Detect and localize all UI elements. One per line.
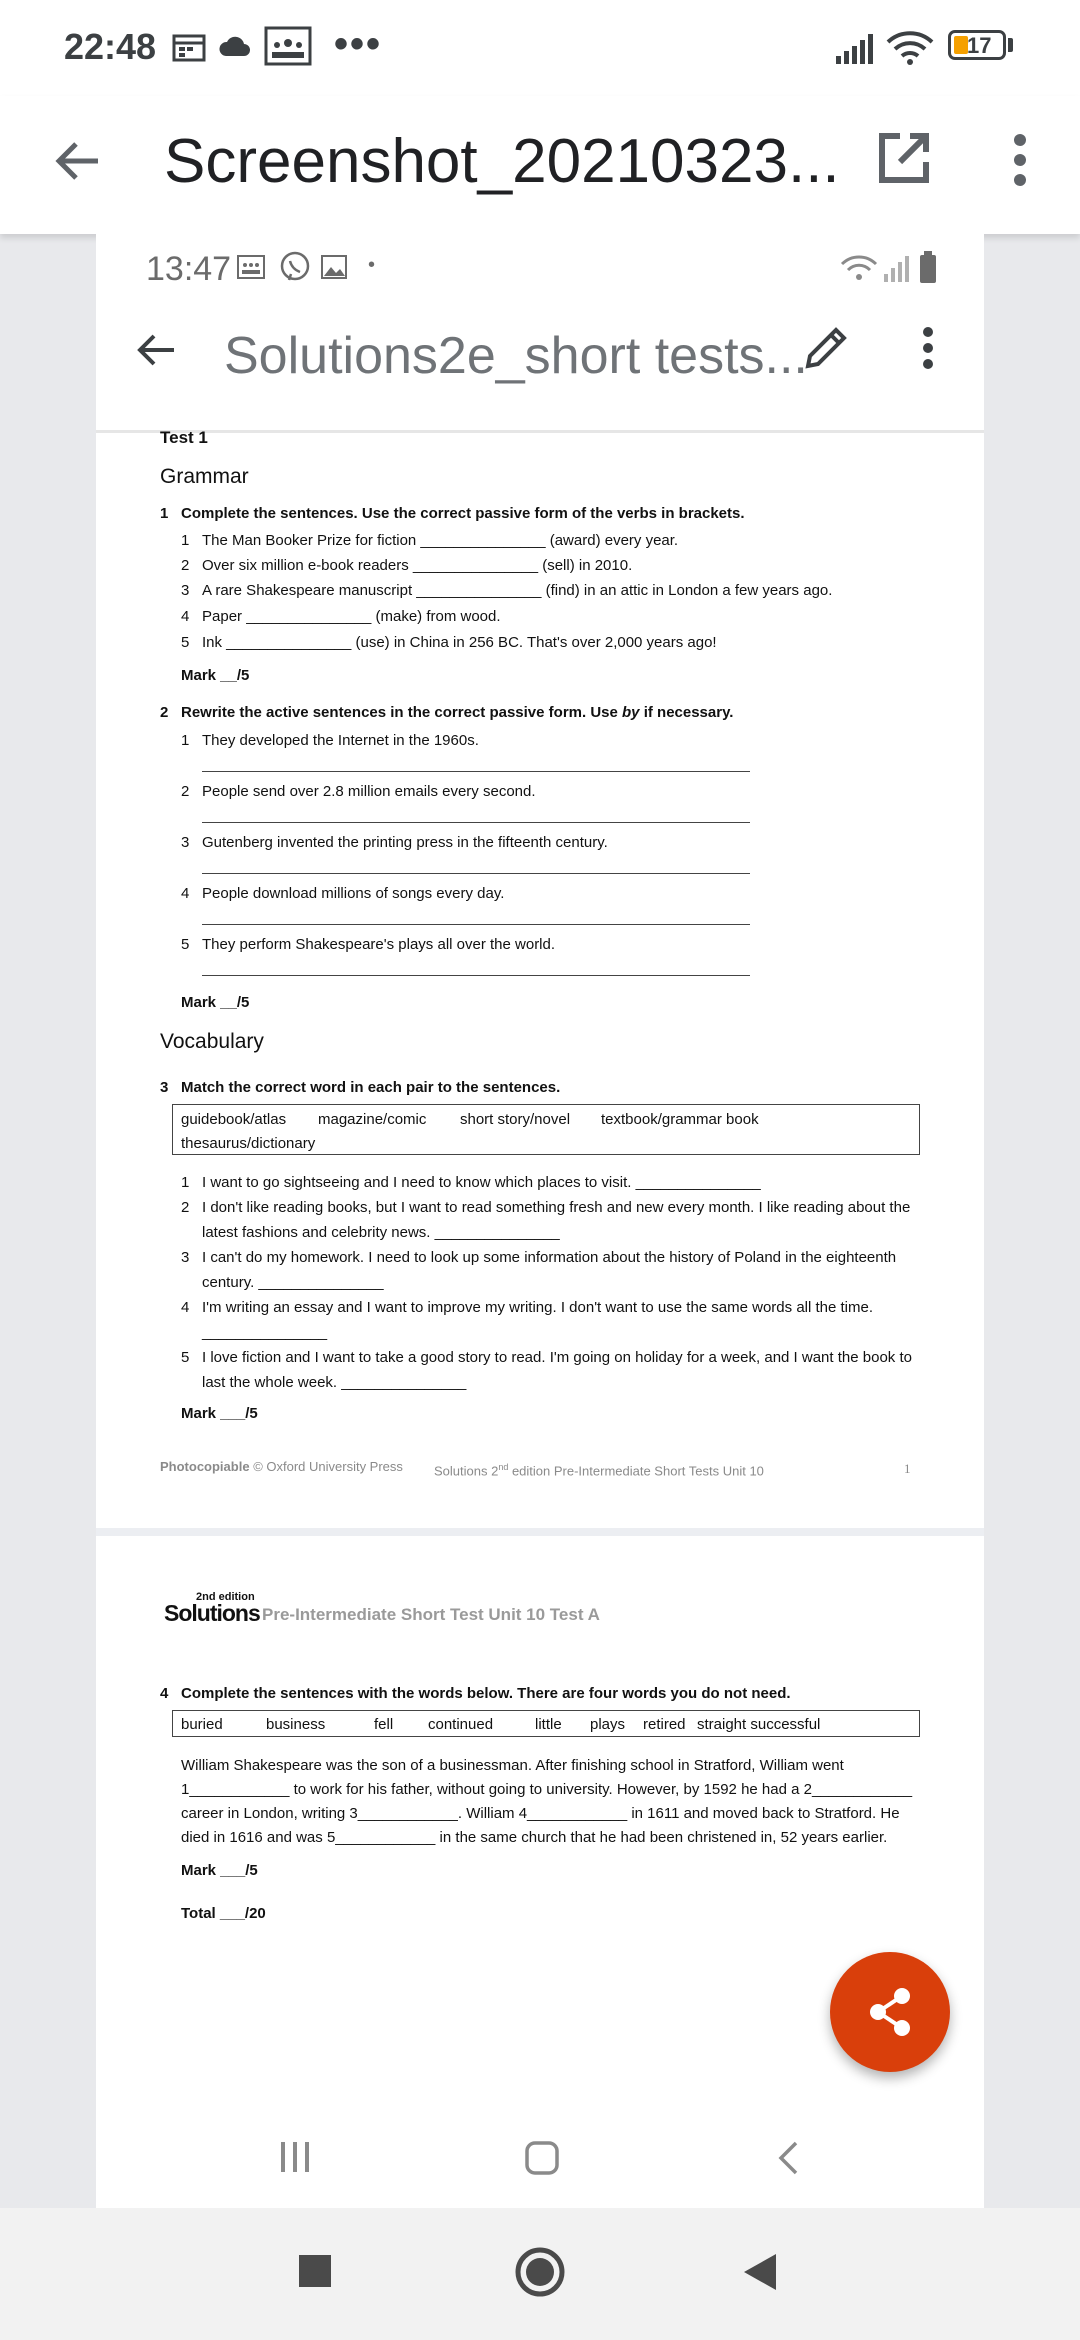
word-option: thesaurus/dictionary — [181, 1135, 316, 1152]
ex2-item-number: 5 — [181, 936, 190, 953]
test-label: Test 1 — [160, 428, 208, 447]
home-circle-icon[interactable] — [514, 2246, 566, 2298]
ex1-mark: Mark __/5 — [181, 667, 250, 684]
ex2-item-text: Gutenberg invented the printing press in the fifteenth century. — [202, 834, 608, 851]
word-option: retired — [643, 1716, 686, 1733]
inner-status-time: 13:47 — [146, 250, 232, 288]
answer-line — [202, 771, 750, 772]
viber-icon — [278, 250, 312, 284]
section-heading-vocabulary: Vocabulary — [160, 1030, 264, 1053]
ex4-paragraph-line: died in 1616 and was 5____________ in the same church that he had been christened in, 52 years earlier. — [181, 1829, 888, 1846]
word-option: guidebook/atlas — [181, 1111, 287, 1128]
ex3-item-text: I want to go sightseeing and I need to know which places to visit. _______________ — [202, 1174, 761, 1191]
ex2-number: 2 — [160, 704, 169, 721]
ex1-item-text: Ink _______________ (use) in China in 256 BC. That's over 2,000 years ago! — [202, 634, 717, 651]
page-separator — [96, 1528, 984, 1536]
image-icon — [320, 254, 348, 280]
inner-app-bar — [96, 294, 984, 433]
file-title: Screenshot_20210323... — [164, 127, 840, 196]
answer-line — [202, 822, 750, 823]
inner-recents-icon — [278, 2140, 312, 2174]
answer-line — [202, 924, 750, 925]
answer-line — [202, 975, 750, 976]
ex3-item-text: I don't like reading books, but I want to read something fresh and new every month. I like reading about the — [202, 1199, 911, 1216]
battery-level: 17 — [967, 33, 992, 58]
inner-classroom-icon — [236, 254, 266, 280]
ex4-paragraph-line: career in London, writing 3____________. William 4____________ in 1611 and moved back to Stratford. He — [181, 1805, 900, 1822]
status-time: 22:48 — [64, 26, 157, 67]
cloud-icon — [218, 32, 252, 62]
word-option: plays — [590, 1716, 626, 1733]
ex3-item-text: I can't do my homework. I need to look up some information about the history of Poland in the eighteenth — [202, 1249, 897, 1266]
section-heading-grammar: Grammar — [160, 465, 249, 488]
ex1-number: 1 — [160, 505, 169, 522]
word-option: business — [266, 1716, 326, 1733]
inner-home-icon — [524, 2140, 560, 2176]
battery-tip — [1008, 38, 1013, 52]
ex2-item-number: 2 — [181, 783, 190, 800]
ex3-instruction: Match the correct word in each pair to the sentences. — [181, 1079, 561, 1096]
word-option: buried — [181, 1716, 223, 1733]
inner-signal-icon — [882, 254, 910, 282]
ex2-mark: Mark __/5 — [181, 994, 250, 1011]
ex3-item-number: 2 — [181, 1199, 190, 1216]
app-bar — [0, 96, 1080, 234]
ex1-item-text: The Man Booker Prize for fiction _______________ (award) every year. — [202, 532, 679, 549]
page-footer: Photocopiable © Oxford University Press — [160, 1459, 403, 1474]
page-number: 1 — [904, 1461, 911, 1476]
ex3-item-number: 1 — [181, 1174, 190, 1191]
ex1-item-number: 2 — [181, 557, 190, 574]
ex1-item-text: Over six million e-book readers _______________ (sell) in 2010. — [202, 557, 633, 574]
ex3-item-text: _______________ — [202, 1324, 328, 1341]
open-external-icon[interactable] — [876, 130, 932, 186]
ex3-item-text: I'm writing an essay and I want to improve my writing. I don't want to use the same words all the time. — [202, 1299, 874, 1316]
battery-icon — [948, 30, 1006, 60]
word-option: straight successful — [697, 1716, 821, 1733]
more-options-icon[interactable] — [1008, 130, 1032, 190]
ex2-item-number: 1 — [181, 732, 190, 749]
share-fab-button[interactable] — [830, 1952, 950, 2072]
ex1-item-text: A rare Shakespeare manuscript _______________ (find) in an attic in London a few years ago. — [202, 582, 833, 599]
ex1-item-number: 4 — [181, 608, 190, 625]
back-triangle-icon[interactable] — [742, 2252, 778, 2292]
back-arrow-icon[interactable] — [52, 136, 102, 186]
page2-header: Pre-Intermediate Short Test Unit 10 Test A — [262, 1605, 600, 1624]
logo-edition: 2nd edition — [196, 1591, 255, 1603]
ex3-mark: Mark ___/5 — [181, 1405, 258, 1422]
ex3-item-text: century. _______________ — [202, 1274, 384, 1291]
ex2-item-number: 4 — [181, 885, 190, 902]
ex2-item-number: 3 — [181, 834, 190, 851]
total-mark: Total ___/20 — [181, 1905, 266, 1922]
ex3-item-number: 5 — [181, 1349, 190, 1366]
inner-more-options-icon — [920, 324, 936, 372]
ex2-item-text: People send over 2.8 million emails every second. — [202, 783, 536, 800]
ex1-item-number: 5 — [181, 634, 190, 651]
ex2-item-text: They developed the Internet in the 1960s. — [202, 732, 479, 749]
word-option: little — [535, 1716, 562, 1733]
share-icon — [866, 1986, 914, 2038]
page-footer-series: Solutions 2nd edition Pre-Intermediate Short Tests Unit 10 — [434, 1462, 764, 1479]
ex3-item-text: I love fiction and I want to take a good story to read. I'm going on holiday for a week, and I want the book to — [202, 1349, 912, 1366]
solutions-logo: Solutions — [164, 1600, 260, 1626]
ex4-paragraph-line: William Shakespeare was the son of a businessman. After finishing school in Stratford, William went — [181, 1757, 844, 1774]
ex2-item-text: They perform Shakespeare's plays all over the world. — [202, 936, 556, 953]
word-option: magazine/comic — [318, 1111, 427, 1128]
ex3-item-text: last the whole week. _______________ — [202, 1374, 467, 1391]
ex2-item-text: People download millions of songs every day. — [202, 885, 505, 902]
ex2-instruction: Rewrite the active sentences in the correct passive form. Use by if necessary. — [181, 704, 734, 721]
inner-back-arrow-icon — [136, 330, 176, 370]
ex1-item-number: 1 — [181, 532, 190, 549]
recents-square-icon[interactable] — [298, 2254, 332, 2288]
word-option: short story/novel — [460, 1111, 571, 1128]
ex4-instruction: Complete the sentences with the words below. There are four words you do not need. — [181, 1685, 791, 1702]
word-option: continued — [428, 1716, 494, 1733]
more-notifications-icon: ••• — [334, 22, 383, 66]
ex4-number: 4 — [160, 1685, 169, 1702]
inner-battery-icon — [918, 250, 938, 284]
inner-file-title: Solutions2e_short tests... — [224, 327, 808, 385]
ex1-instruction: Complete the sentences. Use the correct passive form of the verbs in brackets. — [181, 505, 745, 522]
calendar-icon — [172, 32, 206, 62]
inner-dot-icon: • — [368, 254, 376, 276]
edit-pencil-icon — [802, 324, 850, 372]
word-option: textbook/grammar book — [601, 1111, 759, 1128]
word-option: fell — [374, 1716, 394, 1733]
status-bar — [0, 0, 1080, 96]
ex3-item-text: latest fashions and celebrity news. _______________ — [202, 1224, 560, 1241]
ex4-mark: Mark ___/5 — [181, 1862, 258, 1879]
ex1-item-number: 3 — [181, 582, 190, 599]
ex1-item-text: Paper _______________ (make) from wood. — [202, 608, 501, 625]
system-navigation-bar — [0, 2208, 1080, 2340]
classroom-icon — [264, 26, 312, 66]
wifi-icon — [886, 30, 934, 66]
inner-wifi-icon — [840, 254, 878, 282]
ex4-paragraph-line: 1____________ to work for his father, without going to university. However, by 1592 he had a 2____________ — [181, 1781, 913, 1798]
inner-navigation-bar — [96, 2110, 984, 2208]
ex3-item-number: 3 — [181, 1249, 190, 1266]
inner-back-icon — [776, 2140, 800, 2176]
ex3-item-number: 4 — [181, 1299, 190, 1316]
signal-icon — [834, 34, 878, 64]
ex3-number: 3 — [160, 1079, 169, 1096]
answer-line — [202, 873, 750, 874]
